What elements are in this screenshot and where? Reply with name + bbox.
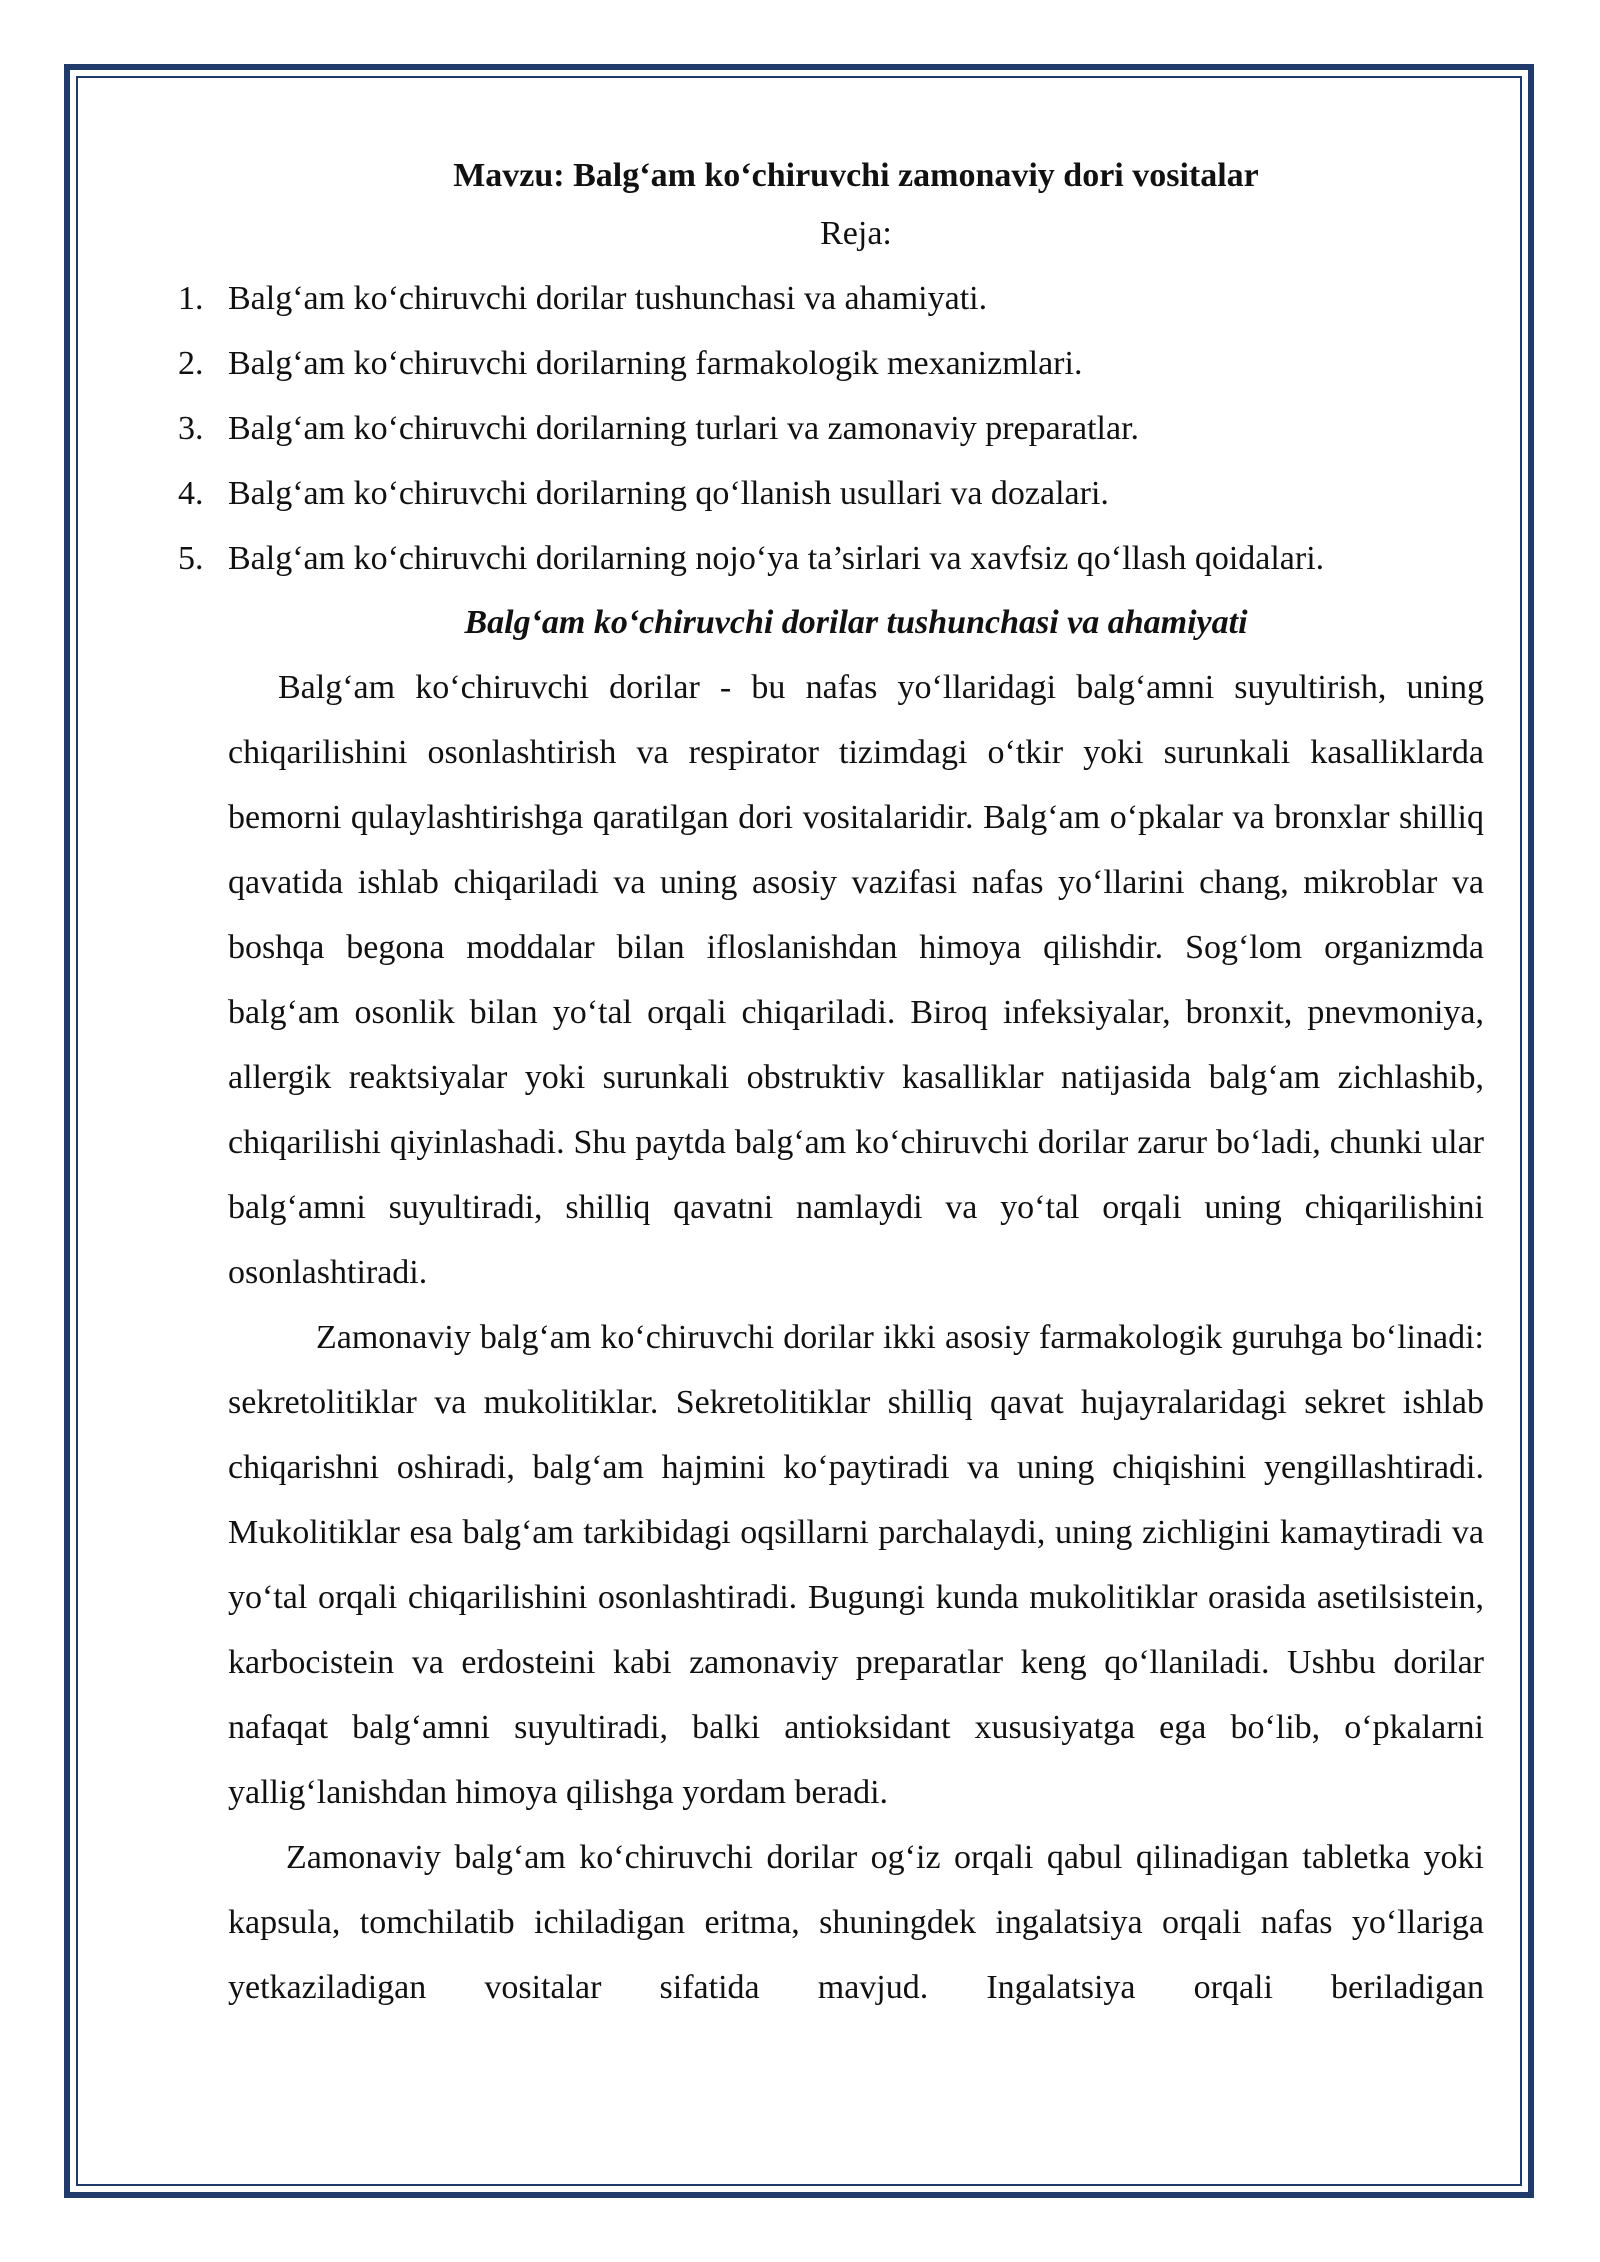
plan-item [178, 526, 1484, 591]
plan-item-text: Balg‘am ko‘chiruvchi dorilarning nojo‘ya ta’sirlari va xavfsiz qo‘llash qoidalari. [228, 540, 1325, 577]
plan-item [178, 396, 1484, 461]
body-paragraph-1: Balg‘am ko‘chiruvchi dorilar - bu nafas yo‘llaridagi balg‘amni suyultirish, uning chiqarilishini osonlashtirish va respirator tizimdagi o‘tkir yoki surunkali kasalliklarda bemorni qulaylashtirishga qaratilgan dori vositalaridir. Balg‘am o‘pkalar va bronxlar shilliq qavatida ishlab chiqariladi va uning asosiy vazifasi nafas yo‘llarini chang, mikroblar va boshqa begona moddalar bilan ifloslanishdan himoya qilishdir. Sog‘lom organizmda balg‘am osonlik bilan yo‘tal orqali chiqariladi. Biroq infeksiyalar, bronxit, pnevmoniya, allergik reaktsiyalar yoki surunkali obstruktiv kasalliklar natijasida balg‘am zichlashib, chiqarilishi qiyinlashadi. Shu paytda balg‘am ko‘chiruvchi dorilar zarur bo‘ladi, chunki ular balg‘amni suyultiradi, shilliq qavatni namlaydi va yo‘tal orqali uning chiqarilishini osonlashtiradi. [228, 669, 1484, 1291]
plan-item [178, 266, 1484, 331]
section-heading: Balg‘am ko‘chiruvchi dorilar tushunchasi va ahamiyati [464, 604, 1248, 641]
plan-item-text: Balg‘am ko‘chiruvchi dorilar tushunchasi va ahamiyati. [228, 280, 988, 317]
plan-item-number: 3. [178, 410, 204, 447]
plan-item-number: 5. [178, 540, 204, 577]
body-paragraph-2: Zamonaviy balg‘am ko‘chiruvchi dorilar ikki asosiy farmakologik guruhga bo‘linadi: sekretolitiklar va mukolitiklar. Sekretolitiklar shilliq qavat hujayralaridagi sekret ishlab chiqarishni oshiradi, balg‘am hajmini ko‘paytiradi va uning chiqishini yengillashtiradi. Mukolitiklar esa balg‘am tarkibidagi oqsillarni parchalaydi, uning zichligini kamaytiradi va yo‘tal orqali chiqarilishini osonlashtiradi. Bugungi kunda mukolitiklar orasida asetilsistein, karbocistein va erdosteini kabi zamonaviy preparatlar keng qo‘llaniladi. Ushbu dorilar nafaqat balg‘amni suyultiradi, balki antioksidant xususiyatga ega bo‘lib, o‘pkalarni yallig‘lanishdan himoya qilishga yordam beradi. [228, 1319, 1484, 1811]
plan-item-number: 2. [178, 345, 204, 382]
plan-heading: Reja: [820, 215, 892, 252]
plan-item [178, 461, 1484, 526]
body-paragraph-3: Zamonaviy balg‘am ko‘chiruvchi dorilar og‘iz orqali qabul qilinadigan tabletka yoki kapsula, tomchilatib ichiladigan eritma, shuningdek ingalatsiya orqali nafas yo‘llariga yetkaziladigan vositalar sifatida mavjud. Ingalatsiya orqali beriladigan [228, 1839, 1484, 2006]
document-title: Mavzu: Balg‘am ko‘chiruvchi zamonaviy dori vositalar [453, 157, 1259, 194]
plan-item-text: Balg‘am ko‘chiruvchi dorilarning qo‘llanish usullari va dozalari. [228, 475, 1109, 512]
plan-item-text: Balg‘am ko‘chiruvchi dorilarning turlari va zamonaviy preparatlar. [228, 410, 1140, 447]
plan-item [178, 331, 1484, 396]
plan-item-number: 1. [178, 280, 204, 317]
plan-item-text: Balg‘am ko‘chiruvchi dorilarning farmakologik mexanizmlari. [228, 345, 1083, 382]
plan-item-number: 4. [178, 475, 204, 512]
document-body [178, 150, 1484, 2020]
plan-list [178, 266, 1484, 591]
